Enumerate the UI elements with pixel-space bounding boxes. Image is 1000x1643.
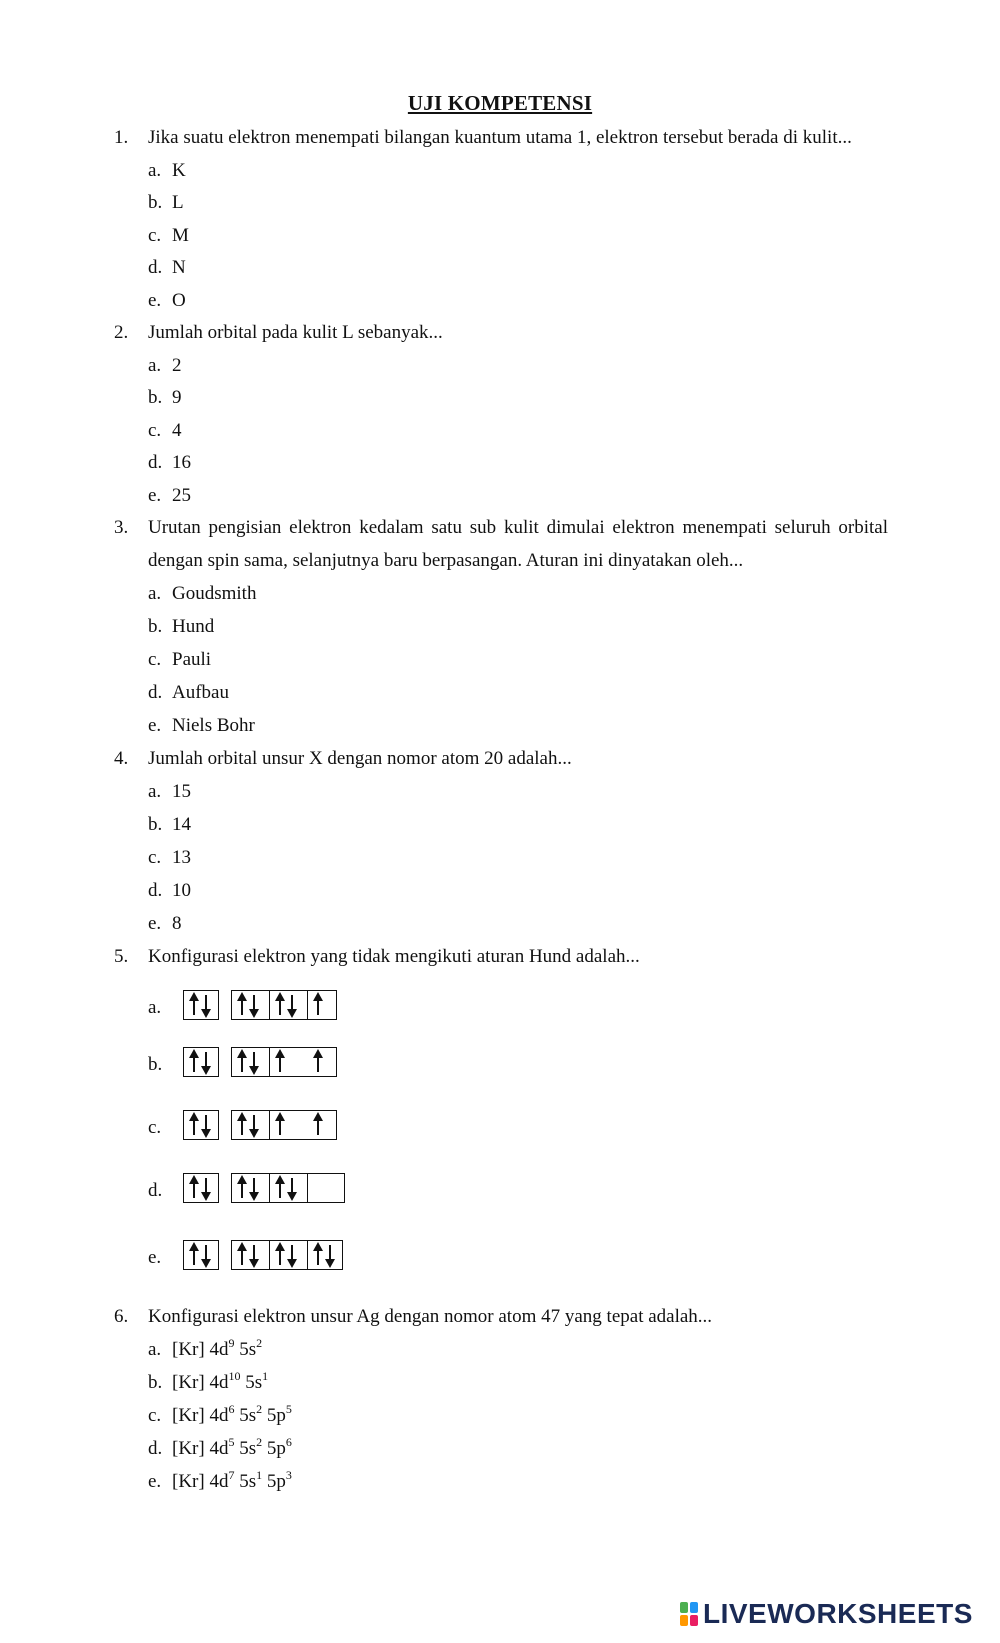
option-text: 8 [172, 913, 182, 934]
electron-count: 7 [228, 1467, 235, 1482]
option-letter: d. [148, 1180, 163, 1201]
orbital-term: [Kr] 4d [172, 1339, 229, 1360]
option-letter: e. [148, 1471, 162, 1492]
p-orbital-box [231, 1240, 343, 1270]
orbital-term: 5s [234, 1405, 257, 1426]
option-letter: c. [148, 1117, 162, 1138]
brand-name: LIVEWORKSHEETS [703, 1598, 973, 1629]
option-text: 16 [172, 452, 191, 473]
option-letter: e. [148, 715, 162, 736]
spin-down-arrow-icon [325, 1242, 335, 1268]
electron-count: 6 [228, 1401, 235, 1416]
p-orbital-box [231, 1173, 345, 1203]
question-text: Jika suatu elektron menempati bilangan kuantum utama 1, elektron tersebut berada di kulit... [148, 127, 852, 148]
spin-down-arrow-icon [287, 1175, 297, 1201]
option-letter: c. [148, 649, 162, 670]
option-row[interactable] [0, 1173, 1000, 1207]
question-text: Konfigurasi elektron yang tidak mengikuti aturan Hund adalah... [148, 946, 640, 967]
s-orbital-box [183, 1110, 219, 1140]
orbital-term: 5s [234, 1339, 257, 1360]
question-text-line-1: Urutan pengisian elektron kedalam satu sub kulit dimulai elektron menempati seluruh orbital [148, 517, 888, 538]
spin-down-arrow-icon [287, 1242, 297, 1268]
spin-down-arrow-icon [249, 1112, 259, 1138]
p-orbital-cell [232, 1048, 270, 1076]
option-text: L [172, 192, 184, 213]
p-orbital-cell [308, 1048, 336, 1076]
option-text: Goudsmith [172, 583, 257, 604]
spin-up-arrow-icon [189, 1049, 199, 1075]
spin-down-arrow-icon [249, 992, 259, 1018]
option-letter: e. [148, 913, 162, 934]
option-row[interactable] [0, 1110, 1000, 1144]
option-letter: c. [148, 847, 162, 868]
option-letter: d. [148, 1438, 163, 1459]
page-title: UJI KOMPETENSI [407, 91, 593, 115]
spin-up-arrow-icon [275, 992, 285, 1018]
option-letter: a. [148, 355, 162, 376]
s-orbital-box [183, 990, 219, 1020]
spin-up-arrow-icon [189, 992, 199, 1018]
p-orbital-cell [270, 991, 308, 1019]
p-orbital-cell [270, 1111, 308, 1139]
spin-up-arrow-icon [313, 1112, 323, 1138]
electron-count: 2 [256, 1335, 263, 1350]
s-orbital-box [183, 1173, 219, 1203]
orbital-term: [Kr] 4d [172, 1372, 229, 1393]
p-orbital-cell [270, 1174, 308, 1202]
option-text: O [172, 290, 186, 311]
question-text: Jumlah orbital pada kulit L sebanyak... [148, 322, 443, 343]
p-orbital-cell [308, 1174, 344, 1202]
option-text [172, 1335, 263, 1362]
spin-down-arrow-icon [201, 992, 211, 1018]
option-text: 4 [172, 420, 182, 441]
option-row[interactable] [0, 990, 1000, 1024]
p-orbital-cell [232, 1111, 270, 1139]
spin-down-arrow-icon [201, 1242, 211, 1268]
question-text: Jumlah orbital unsur X dengan nomor atom 20 adalah... [148, 748, 572, 769]
spin-up-arrow-icon [237, 1049, 247, 1075]
question-number: 2. [114, 322, 129, 343]
option-letter: b. [148, 387, 163, 408]
p-orbital-box [231, 1047, 337, 1077]
option-text: K [172, 160, 186, 181]
option-text: 15 [172, 781, 191, 802]
spin-down-arrow-icon [287, 992, 297, 1018]
option-letter: d. [148, 452, 163, 473]
option-letter: c. [148, 1405, 162, 1426]
p-orbital-cell [270, 1048, 308, 1076]
question-number: 1. [114, 127, 129, 148]
spin-down-arrow-icon [201, 1049, 211, 1075]
electron-count: 2 [256, 1401, 263, 1416]
question-text-line-2: dengan spin sama, selanjutnya baru berpasangan. Aturan ini dinyatakan oleh... [148, 550, 744, 571]
option-letter: b. [148, 1054, 163, 1075]
spin-up-arrow-icon [189, 1112, 199, 1138]
spin-up-arrow-icon [275, 1242, 285, 1268]
orbital-term: [Kr] 4d [172, 1471, 229, 1492]
orbital-term: 5p [262, 1405, 286, 1426]
orbital-term: 5p [262, 1471, 286, 1492]
orbital-term: 5p [262, 1438, 286, 1459]
option-text: 13 [172, 847, 191, 868]
question-number: 4. [114, 748, 129, 769]
electron-count: 5 [228, 1434, 235, 1449]
spin-down-arrow-icon [249, 1175, 259, 1201]
s-orbital-box [183, 1047, 219, 1077]
option-letter: d. [148, 880, 163, 901]
liveworksheets-logo [680, 1598, 973, 1630]
electron-count: 6 [285, 1434, 292, 1449]
spin-up-arrow-icon [313, 992, 323, 1018]
option-text: Hund [172, 616, 215, 637]
option-text: M [172, 225, 189, 246]
spin-up-arrow-icon [237, 992, 247, 1018]
p-orbital-cell [232, 991, 270, 1019]
p-orbital-box [231, 990, 337, 1020]
option-letter: a. [148, 583, 162, 604]
option-text [172, 1467, 292, 1494]
question-number: 3. [114, 517, 129, 538]
spin-up-arrow-icon [275, 1112, 285, 1138]
option-letter: a. [148, 781, 162, 802]
question-text: Konfigurasi elektron unsur Ag dengan nomor atom 47 yang tepat adalah... [148, 1306, 713, 1327]
option-text: 2 [172, 355, 182, 376]
option-letter: b. [148, 192, 163, 213]
spin-up-arrow-icon [275, 1175, 285, 1201]
orbital-term: [Kr] 4d [172, 1405, 229, 1426]
question-number: 5. [114, 946, 129, 967]
option-text: 9 [172, 387, 182, 408]
electron-count: 10 [228, 1368, 241, 1383]
option-text [172, 1368, 269, 1395]
orbital-term: [Kr] 4d [172, 1438, 229, 1459]
electron-count: 2 [256, 1434, 263, 1449]
liveworksheets-mark-icon [680, 1601, 700, 1627]
orbital-term: 5s [234, 1438, 257, 1459]
option-letter: e. [148, 485, 162, 506]
spin-up-arrow-icon [237, 1112, 247, 1138]
option-letter: b. [148, 1372, 163, 1393]
option-text: Aufbau [172, 682, 229, 703]
option-letter: d. [148, 682, 163, 703]
option-letter: c. [148, 420, 162, 441]
option-letter: e. [148, 290, 162, 311]
p-orbital-box [231, 1110, 337, 1140]
question-number: 6. [114, 1306, 129, 1327]
orbital-term: 5s [240, 1372, 263, 1393]
spin-up-arrow-icon [313, 1242, 323, 1268]
p-orbital-cell [308, 991, 336, 1019]
spin-up-arrow-icon [189, 1175, 199, 1201]
option-letter: a. [148, 1339, 162, 1360]
orbital-term: 5s [234, 1471, 257, 1492]
spin-up-arrow-icon [275, 1049, 285, 1075]
electron-count: 3 [285, 1467, 292, 1482]
option-row[interactable] [0, 1240, 1000, 1274]
electron-count: 1 [256, 1467, 263, 1482]
option-letter: e. [148, 1247, 162, 1268]
spin-down-arrow-icon [249, 1049, 259, 1075]
p-orbital-cell [308, 1111, 336, 1139]
p-orbital-cell [232, 1174, 270, 1202]
spin-up-arrow-icon [189, 1242, 199, 1268]
option-text [172, 1401, 292, 1428]
spin-down-arrow-icon [201, 1175, 211, 1201]
p-orbital-cell [308, 1241, 342, 1269]
option-text: 25 [172, 485, 191, 506]
spin-up-arrow-icon [313, 1049, 323, 1075]
option-letter: b. [148, 814, 163, 835]
p-orbital-cell [270, 1241, 308, 1269]
option-letter: b. [148, 616, 163, 637]
option-text: N [172, 257, 186, 278]
option-text [172, 1434, 292, 1461]
option-letter: d. [148, 257, 163, 278]
spin-down-arrow-icon [249, 1242, 259, 1268]
spin-up-arrow-icon [237, 1242, 247, 1268]
electron-count: 5 [285, 1401, 292, 1416]
electron-count: 9 [228, 1335, 235, 1350]
option-letter: a. [148, 160, 162, 181]
spin-down-arrow-icon [201, 1112, 211, 1138]
option-letter: c. [148, 225, 162, 246]
option-text: 10 [172, 880, 191, 901]
electron-count: 1 [262, 1368, 269, 1383]
option-text: Pauli [172, 649, 212, 670]
option-letter: a. [148, 997, 162, 1018]
spin-up-arrow-icon [237, 1175, 247, 1201]
s-orbital-box [183, 1240, 219, 1270]
option-row[interactable] [0, 1047, 1000, 1081]
option-text: 14 [172, 814, 191, 835]
option-text: Niels Bohr [172, 715, 255, 736]
p-orbital-cell [232, 1241, 270, 1269]
